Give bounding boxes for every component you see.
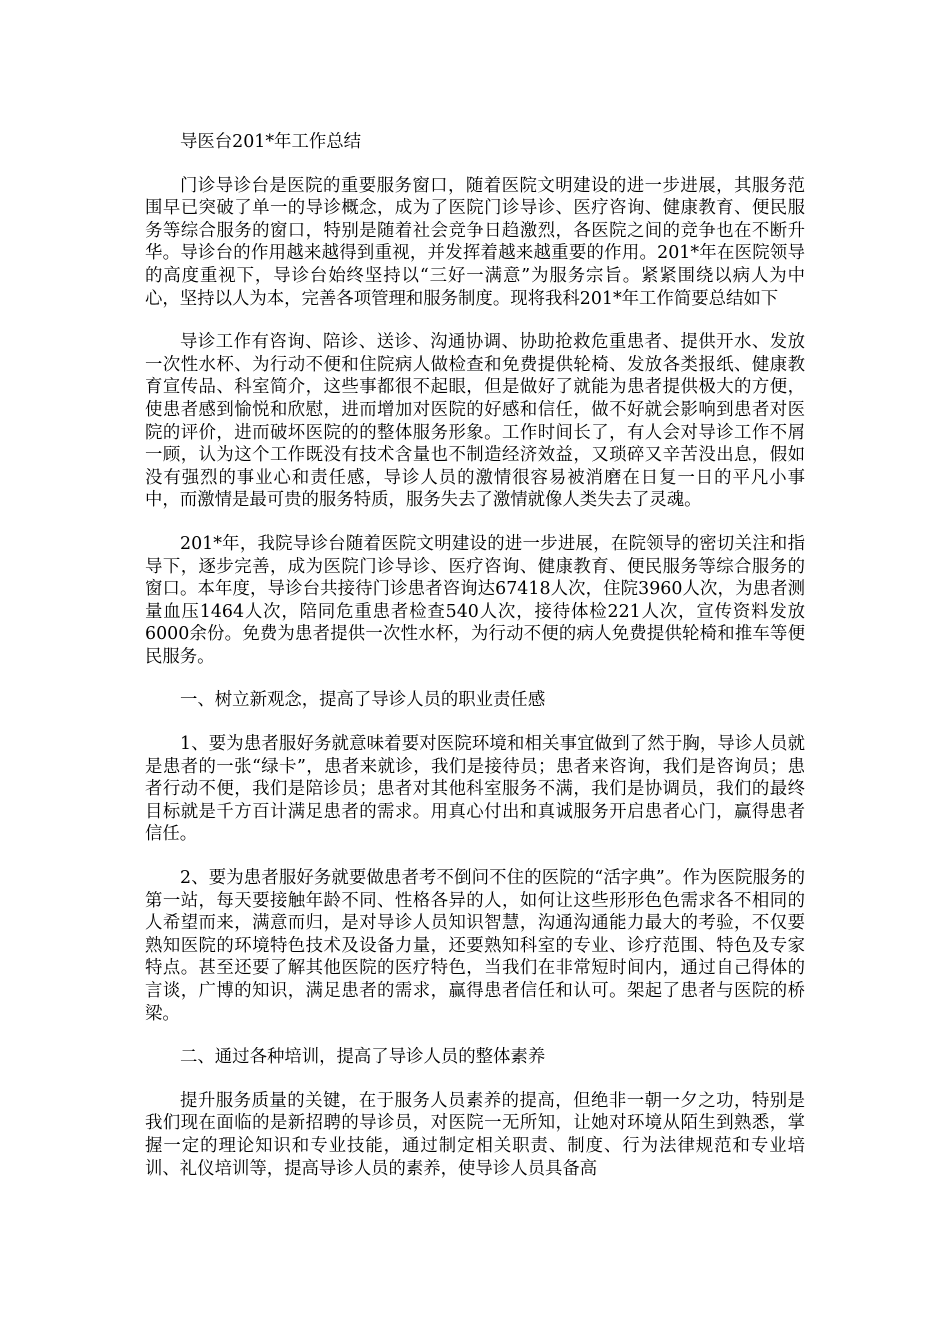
section-heading-1: 一、树立新观念，提高了导诊人员的职业责任感 <box>180 690 546 711</box>
document-title: 导医台201*年工作总结 <box>180 132 362 152</box>
paragraph-duties: 导诊工作有咨询、陪诊、送诊、沟通协调、协助抢救危重患者、提供开水、发放一次性水杯、为行动不便和住院病人做检查和免费提供轮椅、发放各类报纸、健康教育宣传品、科室简介，这些事都很不起眼，但是做好了就能为患者提供极大的方便，使患者感到愉悦和欣慰，进而增加对医院的好感和信任，做不好就会影响到患者对医院的评价，进而破坏医院的的整体服务形象。工作时间长了，有人会对导诊工作不屑一顾，认为这个工作既没有技术含量也不制造经济效益，又琐碎又辛苦没出息，假如没有强烈的事业心和责任感，导诊人员的激情很容易被消磨在日复一日的平凡小事中，而激情是最可贵的服务特质，服务失去了激情就像人类失去了灵魂。 <box>145 332 805 511</box>
section-heading-2: 二、通过各种培训，提高了导诊人员的整体素养 <box>180 1047 546 1068</box>
document-page <box>145 131 805 1201</box>
paragraph-item-2: 2、要为患者服好务就要做患者考不倒问不住的医院的“活字典”。作为医院服务的第一站，每天要接触年龄不同、性格各异的人，如何让这些形形色色需求各不相同的人希望而来，满意而归，是对导诊人员知识智慧，沟通沟通能力最大的考验，不仅要熟知医院的环境特色技术及设备力量，还要熟知科室的专业、诊疗范围、特色及专家特点。甚至还要了解其他医院的医疗特色，当我们在非常短时间内，通过自己得体的言谈，广博的知识，满足患者的需求，赢得患者信任和认可。架起了患者与医院的桥梁。 <box>145 868 805 1024</box>
paragraph-training: 提升服务质量的关键，在于服务人员素养的提高，但绝非一朝一夕之功，特别是我们现在面临的是新招聘的导诊员，对医院一无所知，让她对环境从陌生到熟悉，掌握一定的理论知识和专业技能，通过制定相关职责、制度、行为法律规范和专业培训、礼仪培训等，提高导诊人员的素养，使导诊人员具备高 <box>145 1090 805 1179</box>
paragraph-annual-stats: 201*年，我院导诊台随着医院文明建设的进一步进展，在院领导的密切关注和指导下，逐步完善，成为医院门诊导诊、医疗咨询、健康教育、便民服务等综合服务的窗口。本年度，导诊台共接待门诊患者咨询达67418人次，住院3960人次，为患者测量血压1464人次，陪同危重患者检查540人次，接待体检221人次，宣传资料发放6000余份。免费为患者提供一次性水杯，为行动不便的病人免费提供轮椅和推车等便民服务。 <box>145 533 805 667</box>
paragraph-item-1: 1、要为患者服好务就意味着要对医院环境和相关事宜做到了然于胸，导诊人员就是患者的一张“绿卡”，患者来就诊，我们是接待员；患者来咨询，我们是咨询员；患者行动不便，我们是陪诊员；患者对其他科室服务不满，我们是协调员，我们的最终目标就是千方百计满足患者的需求。用真心付出和真诚服务开启患者心门，赢得患者信任。 <box>145 734 805 845</box>
paragraph-intro: 门诊导诊台是医院的重要服务窗口，随着医院文明建设的进一步进展，其服务范围早已突破了单一的导诊概念，成为了医院门诊导诊、医疗咨询、健康教育、便民服务等综合服务的窗口，特别是随着社会竞争日趋激烈，各医院之间的竞争也在不断升华。导诊台的作用越来越得到重视，并发挥着越来越重要的作用。201*年在医院领导的高度重视下，导诊台始终坚持以“三好一满意”为服务宗旨。紧紧围绕以病人为中心，坚持以人为本，完善各项管理和服务制度。现将我科201*年工作简要总结如下 <box>145 175 805 309</box>
